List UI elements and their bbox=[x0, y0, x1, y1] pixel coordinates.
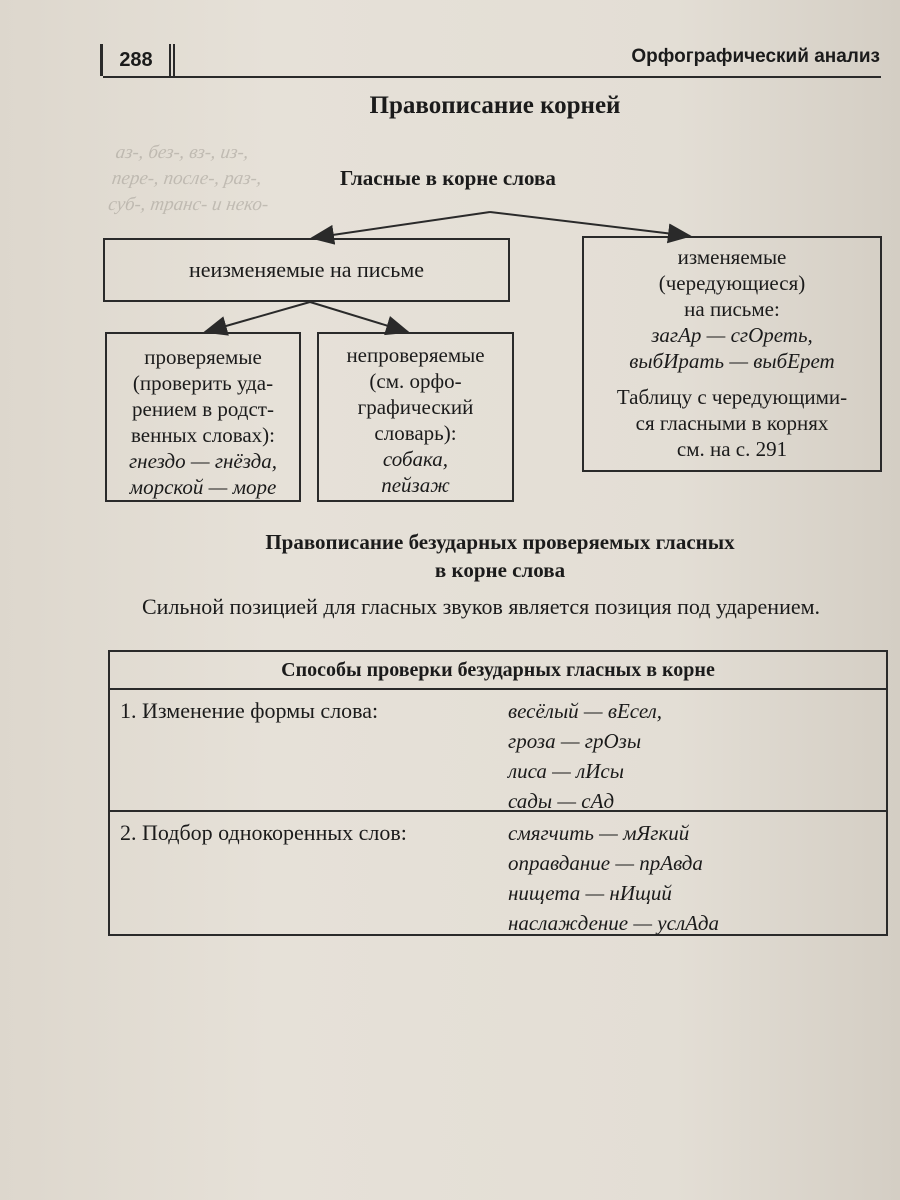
alternating-line: изменяемые bbox=[677, 245, 787, 269]
checkable-example: гнездо — гнёзда, bbox=[128, 449, 278, 473]
page-title: Правописание корней bbox=[369, 92, 621, 119]
body-paragraph: Сильной позицией для гласных звуков является позиция под ударением. bbox=[142, 594, 821, 619]
checkable-line: проверяемые bbox=[144, 345, 262, 369]
checkable-line: (проверить уда- bbox=[132, 371, 274, 395]
row-label: 1. Изменение формы слова: bbox=[120, 698, 379, 723]
uncheckable-example: собака, bbox=[382, 447, 449, 471]
alternating-note: Таблицу с чередующими- bbox=[616, 385, 848, 409]
arrow-to-checkable bbox=[205, 302, 310, 332]
box-unchangeable bbox=[103, 238, 510, 302]
page-number: 288 bbox=[100, 44, 175, 76]
section-heading-line: в корне слова bbox=[434, 558, 566, 582]
uncheckable-line: графический bbox=[357, 395, 474, 419]
alternating-note: ся гласными в корнях bbox=[635, 411, 829, 435]
alternating-example: выбИрать — выбЕрет bbox=[629, 349, 835, 373]
arrow-to-unchangeable bbox=[312, 212, 490, 238]
uncheckable-example: пейзаж bbox=[381, 473, 450, 497]
alternating-line: на письме: bbox=[684, 297, 780, 321]
row-examples bbox=[508, 696, 662, 816]
diagram-heading: Гласные в корне слова bbox=[340, 166, 556, 190]
box-checkable bbox=[105, 332, 301, 502]
example-pair: наслаждение — услАда bbox=[508, 911, 720, 935]
example-pair: оправдание — прАвда bbox=[508, 851, 703, 875]
section-heading-line: Правописание безударных проверяемых гласных bbox=[265, 530, 735, 554]
example-pair: сады — сАд bbox=[508, 789, 615, 813]
uncheckable-line: словарь): bbox=[374, 421, 457, 445]
checkable-example: морской — море bbox=[129, 475, 277, 499]
checkable-line: венных словах): bbox=[130, 423, 276, 447]
table-row bbox=[110, 688, 886, 812]
table-header: Способы проверки безударных гласных в корне bbox=[110, 652, 886, 690]
example-pair: лиса — лИсы bbox=[508, 759, 624, 783]
row-label: 2. Подбор однокоренных слов: bbox=[120, 820, 407, 845]
table-row bbox=[110, 810, 886, 934]
box-unchangeable-label: неизменяемые на письме bbox=[188, 257, 425, 282]
example-pair: гроза — грОзы bbox=[508, 729, 642, 753]
example-pair: нищета — нИщий bbox=[508, 881, 672, 905]
alternating-example: загАр — сгОреть, bbox=[651, 323, 813, 347]
arrow-to-alternating bbox=[490, 212, 690, 236]
checkable-line: рением в родст- bbox=[132, 397, 274, 421]
alternating-note: см. на с. 291 bbox=[676, 437, 788, 461]
alternating-line: (чередующиеся) bbox=[658, 271, 806, 295]
running-head: Орфографический анализ bbox=[631, 46, 880, 67]
show-through-text: аз-, без-, вз-, из-, пере-, после-, раз-, суб-, транс- и неко- bbox=[106, 142, 270, 215]
section-heading bbox=[100, 528, 900, 584]
example-pair: весёлый — вЕсел, bbox=[508, 699, 663, 723]
box-uncheckable bbox=[317, 332, 514, 502]
uncheckable-line: (см. орфо- bbox=[369, 369, 462, 393]
check-methods-table bbox=[108, 650, 888, 936]
row-examples bbox=[508, 818, 719, 938]
uncheckable-line: непроверяемые bbox=[346, 343, 485, 367]
arrow-to-uncheckable bbox=[310, 302, 408, 332]
box-alternating bbox=[582, 236, 882, 472]
example-pair: смягчить — мЯгкий bbox=[508, 821, 690, 845]
